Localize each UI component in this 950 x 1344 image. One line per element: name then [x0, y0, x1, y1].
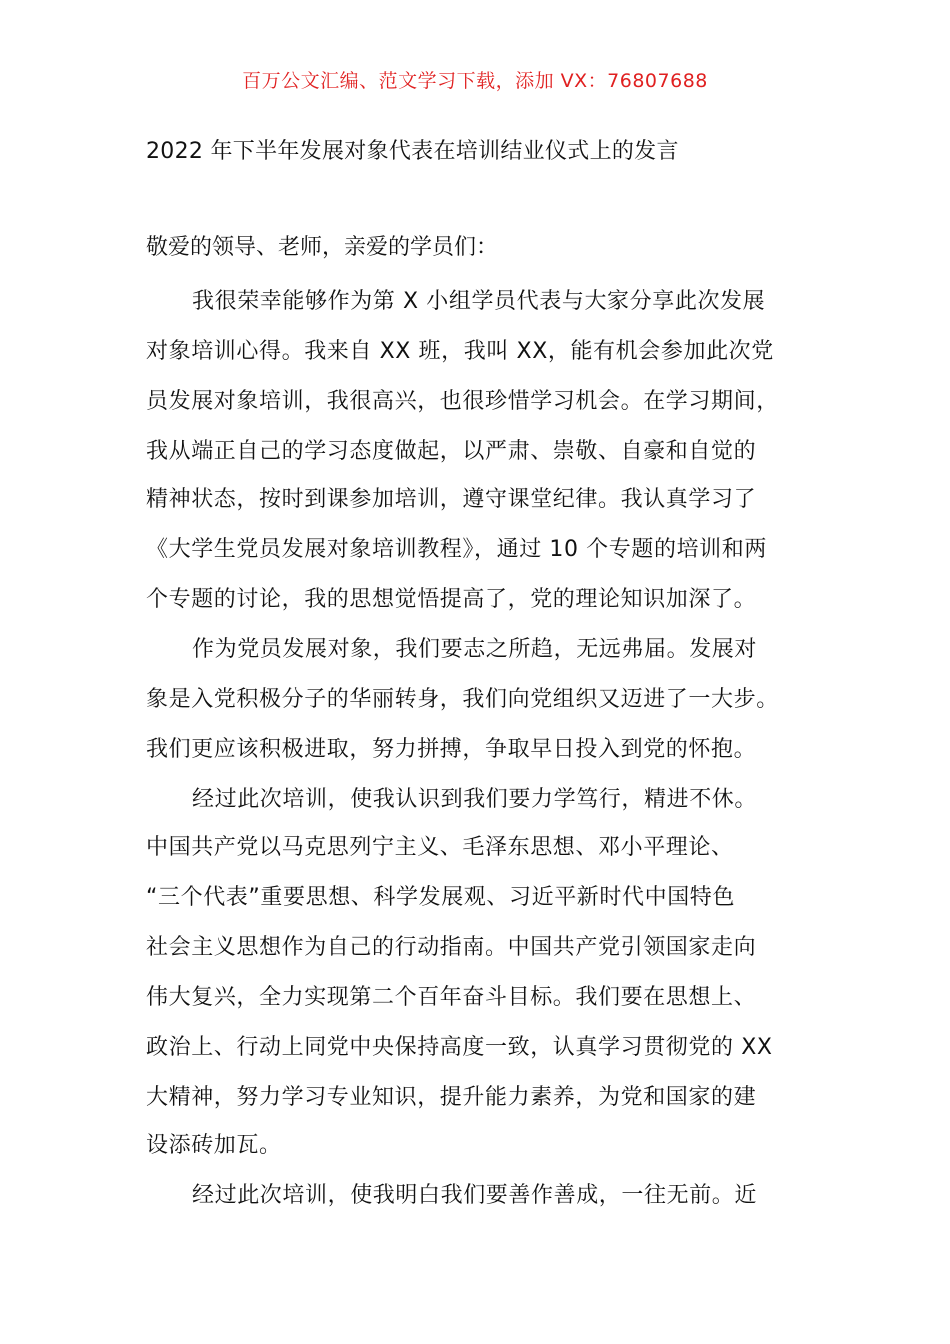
paragraph-line: 我们更应该积极进取，努力拼搏，争取早日投入到党的怀抱。 — [146, 737, 757, 762]
paragraph-line: 《大学生党员发展对象培训教程》，通过 10 个专题的培训和两 — [146, 537, 767, 562]
paragraph-line: 对象培训心得。我来自 XX 班，我叫 XX，能有机会参加此次党 — [146, 339, 774, 364]
header-watermark-note: 百万公文汇编、范文学习下载，添加 VX：76807688 — [242, 70, 708, 92]
paragraph-line: 中国共产党以马克思列宁主义、毛泽东思想、邓小平理论、 — [146, 835, 734, 860]
paragraph-line: 精神状态，按时到课参加培训，遵守课堂纪律。我认真学习了 — [146, 487, 757, 512]
paragraph-line: 我很荣幸能够作为第 X 小组学员代表与大家分享此次发展 — [192, 289, 766, 314]
paragraph-line: 员发展对象培训，我很高兴，也很珍惜学习机会。在学习期间， — [146, 389, 779, 414]
paragraph-line: “三个代表”重要思想、科学发展观、习近平新时代中国特色 — [146, 885, 735, 910]
document-title: 2022 年下半年发展对象代表在培训结业仪式上的发言 — [146, 139, 679, 164]
paragraph-line: 政治上、行动上同党中央保持高度一致，认真学习贯彻党的 XX — [146, 1035, 773, 1060]
paragraph-line: 设添砖加瓦。 — [146, 1133, 282, 1158]
paragraph-line: 经过此次培训，使我认识到我们要力学笃行，精进不休。 — [192, 787, 758, 812]
paragraph-line: 象是入党积极分子的华丽转身，我们向党组织又迈进了一大步。 — [146, 687, 779, 712]
greeting-line: 敬爱的领导、老师，亲爱的学员们： — [146, 235, 499, 260]
paragraph-line: 我从端正自己的学习态度做起，以严肃、崇敬、自豪和自觉的 — [146, 439, 757, 464]
paragraph-line: 经过此次培训，使我明白我们要善作善成，一往无前。近 — [192, 1183, 758, 1208]
paragraph-line: 个专题的讨论，我的思想觉悟提高了，党的理论知识加深了。 — [146, 587, 757, 612]
paragraph-line: 社会主义思想作为自己的行动指南。中国共产党引领国家走向 — [146, 935, 757, 960]
paragraph-line: 伟大复兴，全力实现第二个百年奋斗目标。我们要在思想上、 — [146, 985, 757, 1010]
paragraph-line: 大精神，努力学习专业知识，提升能力素养，为党和国家的建 — [146, 1085, 757, 1110]
paragraph-line: 作为党员发展对象，我们要志之所趋，无远弗届。发展对 — [192, 637, 758, 662]
